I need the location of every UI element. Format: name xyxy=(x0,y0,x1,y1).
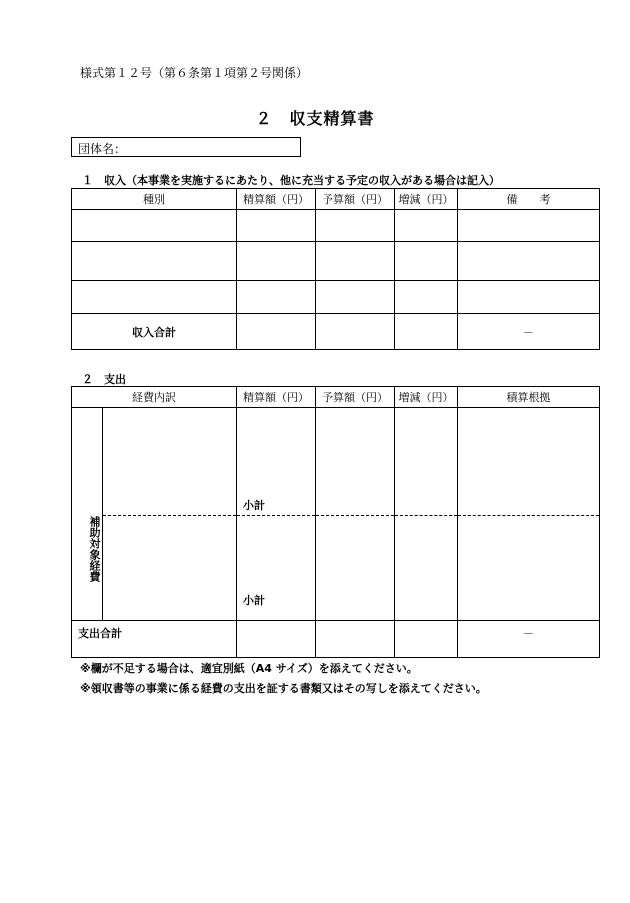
expense-total-diff[interactable] xyxy=(395,621,458,658)
income-total-settled[interactable] xyxy=(237,314,316,350)
income-row xyxy=(72,281,600,314)
income-cell[interactable] xyxy=(458,242,600,281)
income-cell[interactable] xyxy=(458,210,600,242)
income-cell[interactable] xyxy=(72,281,237,314)
expense-total-settled[interactable] xyxy=(237,621,316,658)
income-cell[interactable] xyxy=(316,210,395,242)
expense-header-row xyxy=(72,387,600,408)
expense-cell[interactable] xyxy=(395,516,458,621)
income-cell[interactable] xyxy=(316,281,395,314)
income-cell[interactable] xyxy=(72,242,237,281)
subsidy-category-label: 補助対象経費 xyxy=(72,408,103,621)
income-header-remarks: 備 考 xyxy=(458,189,600,210)
note-2: ※領収書等の事業に係る経費の支出を証する書類又はその写しを添えてください。 xyxy=(80,682,487,695)
income-row xyxy=(72,210,600,242)
document-title: ２ 収支精算書 xyxy=(255,109,375,128)
expense-row xyxy=(72,408,600,516)
expense-section-title: ２ 支出 xyxy=(82,373,126,386)
subtotal-label: 小計 xyxy=(243,499,265,512)
expense-table xyxy=(71,386,600,658)
income-cell[interactable] xyxy=(316,242,395,281)
income-header-row xyxy=(72,189,600,210)
income-row xyxy=(72,242,600,281)
income-cell[interactable] xyxy=(237,242,316,281)
expense-header-breakdown: 経費内訳 xyxy=(72,387,237,408)
income-header-type: 種別 xyxy=(72,189,237,210)
expense-header-diff: 増減（円） xyxy=(395,387,458,408)
income-header-settled: 精算額（円） xyxy=(237,189,316,210)
expense-cell[interactable] xyxy=(316,408,395,516)
expense-cell[interactable] xyxy=(395,408,458,516)
expense-item-cell[interactable] xyxy=(103,516,237,621)
income-cell[interactable] xyxy=(237,281,316,314)
income-cell[interactable] xyxy=(458,281,600,314)
expense-total-budget[interactable] xyxy=(316,621,395,658)
expense-row xyxy=(72,516,600,621)
expense-total-row xyxy=(72,621,600,658)
income-header-diff: 増減（円） xyxy=(395,189,458,210)
expense-cell[interactable] xyxy=(316,516,395,621)
expense-header-basis: 積算根拠 xyxy=(458,387,600,408)
expense-total-basis: － xyxy=(458,621,600,658)
note-1: ※欄が不足する場合は、適宜別紙（A4 サイズ）を添えてください。 xyxy=(80,662,418,675)
income-cell[interactable] xyxy=(395,210,458,242)
income-total-budget[interactable] xyxy=(316,314,395,350)
income-cell[interactable] xyxy=(395,242,458,281)
income-cell[interactable] xyxy=(237,210,316,242)
income-section-title: １ 収入（本事業を実施するにあたり、他に充当する予定の収入がある場合は記入） xyxy=(82,174,500,187)
income-total-label: 収入合計 xyxy=(72,314,237,350)
income-cell[interactable] xyxy=(72,210,237,242)
organization-name-field[interactable] xyxy=(71,137,301,157)
expense-header-settled: 精算額（円） xyxy=(237,387,316,408)
expense-subtotal-cell[interactable] xyxy=(237,408,316,516)
income-cell[interactable] xyxy=(395,281,458,314)
income-total-row xyxy=(72,314,600,350)
expense-header-budget: 予算額（円） xyxy=(316,387,395,408)
income-table xyxy=(71,188,600,350)
subtotal-label: 小計 xyxy=(243,594,265,607)
income-total-remarks: － xyxy=(458,314,600,350)
expense-cell[interactable] xyxy=(458,516,600,621)
expense-total-label: 支出合計 xyxy=(72,621,237,658)
income-header-budget: 予算額（円） xyxy=(316,189,395,210)
income-total-diff[interactable] xyxy=(395,314,458,350)
form-number: 様式第１２号（第６条第１項第２号関係） xyxy=(80,66,309,80)
expense-subtotal-cell[interactable] xyxy=(237,516,316,621)
expense-cell[interactable] xyxy=(458,408,600,516)
expense-item-cell[interactable] xyxy=(103,408,237,516)
organization-name-label: 団体名： xyxy=(78,142,127,156)
